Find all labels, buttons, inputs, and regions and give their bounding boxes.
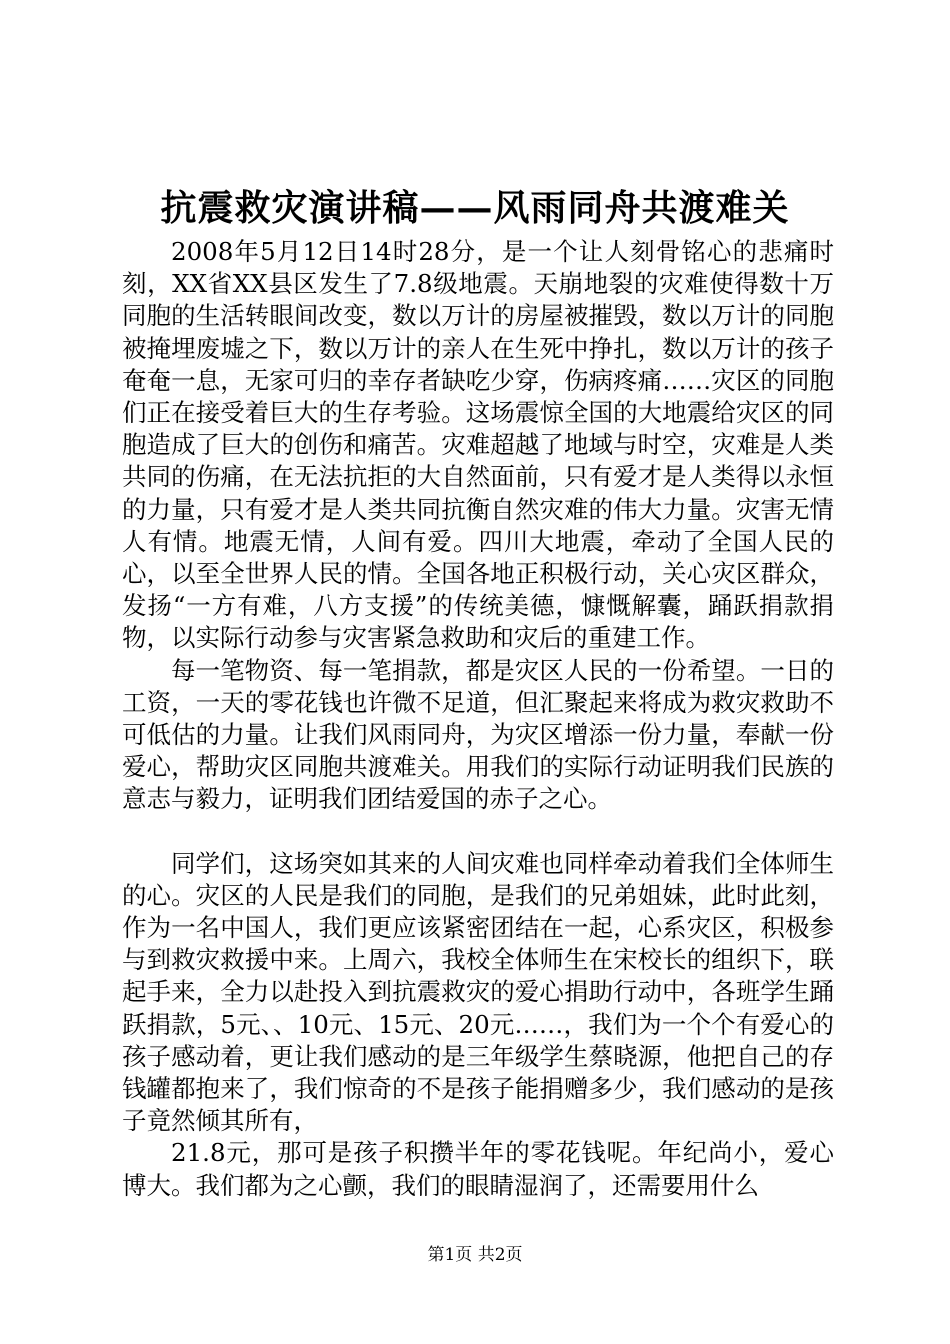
paragraph-1: 2008年5月12日14时28分，是一个让人刻骨铭心的悲痛时刻，XX省XX县区发生了7.8级地震。天崩地裂的灾难使得数十万同胞的生活转眼间改变，数以万计的房屋被摧毁，数以万计的同胞被掩埋废墟之下，数以万计的亲人在生死中挣扎，数以万计的孩子奄奄一息，无家可归的幸存者缺吃少穿，伤病疼痛……灾区的同胞们正在接受着巨大的生存考验。这场震惊全国的大地震给灾区的同胞造成了巨大的创伤和痛苦。灾难超越了地域与时空，灾难是人类共同的伤痛，在无法抗拒的大自然面前，只有爱才是人类得以永恒的力量，只有爱才是人类共同抗衡自然灾难的伟大力量。灾害无情人有情。地震无情，人间有爱。四川大地震，牵动了全国人民的心，以至全世界人民的情。全国各地正积极行动，关心灾区群众，发扬“一方有难，八方支援”的传统美德，慷慨解囊，踊跃捐款捐物，以实际行动参与灾害紧急救助和灾后的重建工作。: [122, 237, 834, 653]
page-footer: 第1页 共2页: [427, 1245, 523, 1265]
document-body: [122, 236, 834, 1202]
paragraph-4: 21.8元，那可是孩子积攒半年的零花钱呢。年纪尚小，爱心博大。我们都为之心颤，我们的眼睛湿润了，还需要用什么: [122, 1138, 834, 1200]
paragraph-3: 同学们，这场突如其来的人间灾难也同样牵动着我们全体师生的心。灾区的人民是我们的同胞，是我们的兄弟姐妹，此时此刻，作为一名中国人，我们更应该紧密团结在一起，心系灾区，积极参与到救灾救援中来。上周六，我校全体师生在宋校长的组织下，联起手来，全力以赴投入到抗震救灾的爱心捐助行动中，各班学生踊跃捐款，5元、、10元、15元、20元……，我们为一个个有爱心的孩子感动着，更让我们感动的是三年级学生蔡晓源，他把自己的存钱罐都抱来了，我们惊奇的不是孩子能捐赠多少，我们感动的是孩子竟然倾其所有，: [122, 848, 834, 1136]
document-title: 抗震救灾演讲稿——风雨同舟共渡难关: [160, 187, 790, 229]
paragraph-2: 每一笔物资、每一笔捐款，都是灾区人民的一份希望。一日的工资，一天的零花钱也许微不足道，但汇聚起来将成为救灾救助不可低估的力量。让我们风雨同舟，为灾区增添一份力量，奉献一份爱心，帮助灾区同胞共渡难关。用我们的实际行动证明我们民族的意志与毅力，证明我们团结爱国的赤子之心。: [122, 655, 834, 814]
